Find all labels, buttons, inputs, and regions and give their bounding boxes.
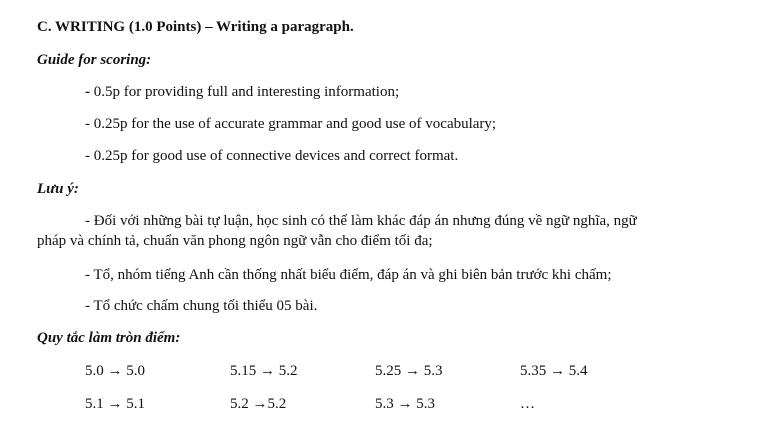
rounding-ellipsis: … [520,396,535,412]
rounding-cell: 5.35 → 5.4 [520,363,588,379]
rounding-cell: 5.15 → 5.2 [230,363,298,379]
guide-item-1 [85,83,399,101]
rounding-heading: Quy tắc làm tròn điểm: [37,330,181,346]
note-paragraph-1-line-2: pháp và chính tả, chuẩn văn phong ngôn ngữ vẫn cho điểm tối đa; [37,233,433,249]
rounding-cell: 5.3 → 5.3 [375,396,435,412]
guide-item-2-text: 0.25p for the use of accurate grammar and good use of vocabulary; [90,116,497,132]
guide-item-3-dash: - [85,148,90,164]
rounding-cell: 5.2 →5.2 [230,396,287,412]
guide-item-1-text: 0.5p for providing full and interesting information; [90,84,400,100]
note-paragraph-3: - Tổ chức chấm chung tối thiểu 05 bài. [85,298,318,314]
guide-item-3-text: 0.25p for good use of connective devices and correct format. [90,148,459,164]
note-paragraph-2: - Tổ, nhóm tiếng Anh cần thống nhất biểu điểm, đáp án và ghi biên bản trước khi chấm; [85,267,612,283]
section-title: C. WRITING (1.0 Points) – Writing a paragraph. [37,19,354,35]
guide-item-3 [85,147,458,165]
note-paragraph-1-line-1: - Đối với những bài tự luận, học sinh có thể làm khác đáp án nhưng đúng về ngữ nghĩa, ngữ [85,213,637,229]
rounding-cell: 5.0 → 5.0 [85,363,145,379]
guide-item-1-dash: - [85,84,90,100]
rounding-cell: 5.1 → 5.1 [85,396,145,412]
note-heading: Lưu ý: [37,181,79,197]
guide-item-2 [85,115,496,133]
guide-item-2-dash: - [85,116,90,132]
rounding-cell: 5.25 → 5.3 [375,363,443,379]
guide-heading: Guide for scoring: [37,52,152,68]
